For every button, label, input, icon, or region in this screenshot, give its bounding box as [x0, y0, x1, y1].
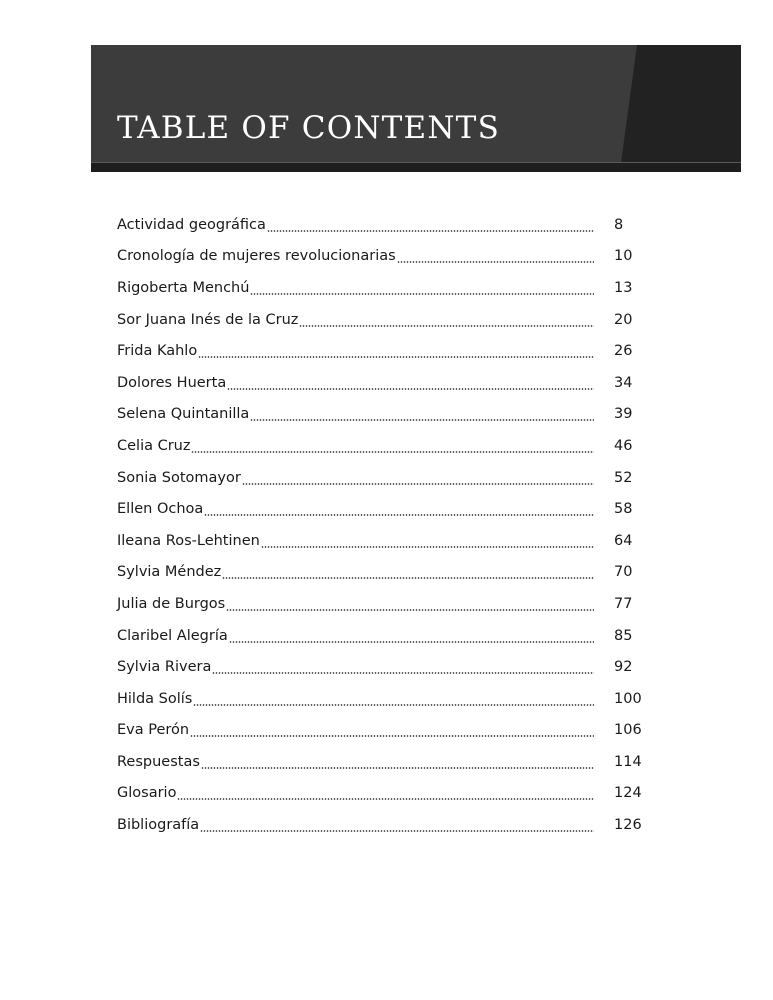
toc-entry-page: 52: [614, 469, 633, 486]
toc-entry-page: 124: [614, 785, 642, 802]
toc-entry-title: Sylvia Rivera: [117, 659, 212, 676]
dot-leader: [201, 767, 594, 769]
toc-entry[interactable]: [117, 715, 647, 747]
toc-entry-page: 34: [614, 374, 633, 391]
dot-leader: [242, 483, 594, 485]
header-bottom-bar: [91, 163, 741, 172]
dot-leader: [227, 388, 594, 390]
toc-entry-page: 20: [614, 311, 633, 328]
toc-entry-page: 58: [614, 501, 633, 518]
toc-entry[interactable]: [117, 209, 647, 241]
toc-entry-title: Ileana Ros-Lehtinen: [117, 532, 260, 549]
dot-leader: [198, 356, 594, 358]
dot-leader: [397, 261, 594, 263]
toc-entry-page: 70: [614, 564, 633, 581]
toc-entry[interactable]: [117, 651, 647, 683]
dot-leader: [250, 293, 594, 295]
toc-entry-title: Bibliografía: [117, 817, 200, 834]
toc-entry[interactable]: [117, 620, 647, 652]
dot-leader: [299, 325, 594, 327]
toc-entry[interactable]: [117, 367, 647, 399]
dot-leader: [177, 798, 594, 800]
dot-leader: [204, 514, 594, 516]
dot-leader: [229, 641, 594, 643]
toc-entry-page: 64: [614, 532, 633, 549]
toc-entry-title: Hilda Solís: [117, 690, 193, 707]
toc-entry-page: 106: [614, 722, 642, 739]
toc-entry-page: 10: [614, 248, 633, 265]
toc-entry-title: Glosario: [117, 785, 177, 802]
toc-entry-title: Actividad geográfica: [117, 216, 266, 233]
toc-entry[interactable]: [117, 335, 647, 367]
dot-leader: [212, 672, 594, 674]
toc-entry-title: Celia Cruz: [117, 437, 191, 454]
toc-entry[interactable]: [117, 809, 647, 841]
dot-leader: [267, 230, 594, 232]
toc-entry-page: 114: [614, 753, 642, 770]
toc-entry[interactable]: [117, 557, 647, 589]
toc-entry[interactable]: [117, 746, 647, 778]
toc-entry-title: Sylvia Méndez: [117, 564, 222, 581]
table-of-contents: [117, 209, 647, 841]
toc-entry-title: Rigoberta Menchú: [117, 279, 250, 296]
dot-leader: [222, 577, 594, 579]
toc-entry-page: 26: [614, 343, 633, 360]
toc-entry-page: 100: [614, 690, 642, 707]
header-banner: [91, 45, 741, 172]
toc-entry[interactable]: [117, 588, 647, 620]
dot-leader: [200, 830, 594, 832]
toc-entry[interactable]: [117, 399, 647, 431]
dot-leader: [190, 735, 594, 737]
dot-leader: [261, 546, 594, 548]
toc-entry-title: Claribel Alegría: [117, 627, 228, 644]
toc-entry-title: Frida Kahlo: [117, 343, 198, 360]
toc-entry-page: 39: [614, 406, 633, 423]
toc-entry[interactable]: [117, 493, 647, 525]
toc-entry-page: 77: [614, 595, 633, 612]
toc-entry-title: Julia de Burgos: [117, 595, 226, 612]
toc-entry[interactable]: [117, 430, 647, 462]
dot-leader: [191, 451, 594, 453]
toc-entry-page: 85: [614, 627, 633, 644]
toc-entry-page: 8: [614, 216, 624, 233]
toc-entry-page: 126: [614, 817, 642, 834]
toc-entry[interactable]: [117, 462, 647, 494]
page-title: TABLE OF CONTENTS: [117, 110, 501, 146]
dot-leader: [193, 704, 594, 706]
toc-entry[interactable]: [117, 525, 647, 557]
dot-leader: [250, 419, 594, 421]
toc-entry-title: Sor Juana Inés de la Cruz: [117, 311, 299, 328]
toc-entry-page: 92: [614, 659, 633, 676]
toc-entry-title: Eva Perón: [117, 722, 190, 739]
toc-entry[interactable]: [117, 683, 647, 715]
toc-entry-title: Selena Quintanilla: [117, 406, 250, 423]
toc-entry-title: Cronología de mujeres revolucionarias: [117, 248, 396, 265]
toc-entry-title: Sonia Sotomayor: [117, 469, 241, 486]
toc-entry[interactable]: [117, 304, 647, 336]
toc-entry-title: Dolores Huerta: [117, 374, 227, 391]
toc-entry-title: Respuestas: [117, 753, 200, 770]
dot-leader: [226, 609, 594, 611]
toc-entry[interactable]: [117, 778, 647, 810]
toc-entry[interactable]: [117, 241, 647, 273]
toc-entry-title: Ellen Ochoa: [117, 501, 204, 518]
header-accent-panel: [621, 45, 741, 163]
toc-entry[interactable]: [117, 272, 647, 304]
toc-entry-page: 13: [614, 279, 633, 296]
toc-entry-page: 46: [614, 437, 633, 454]
